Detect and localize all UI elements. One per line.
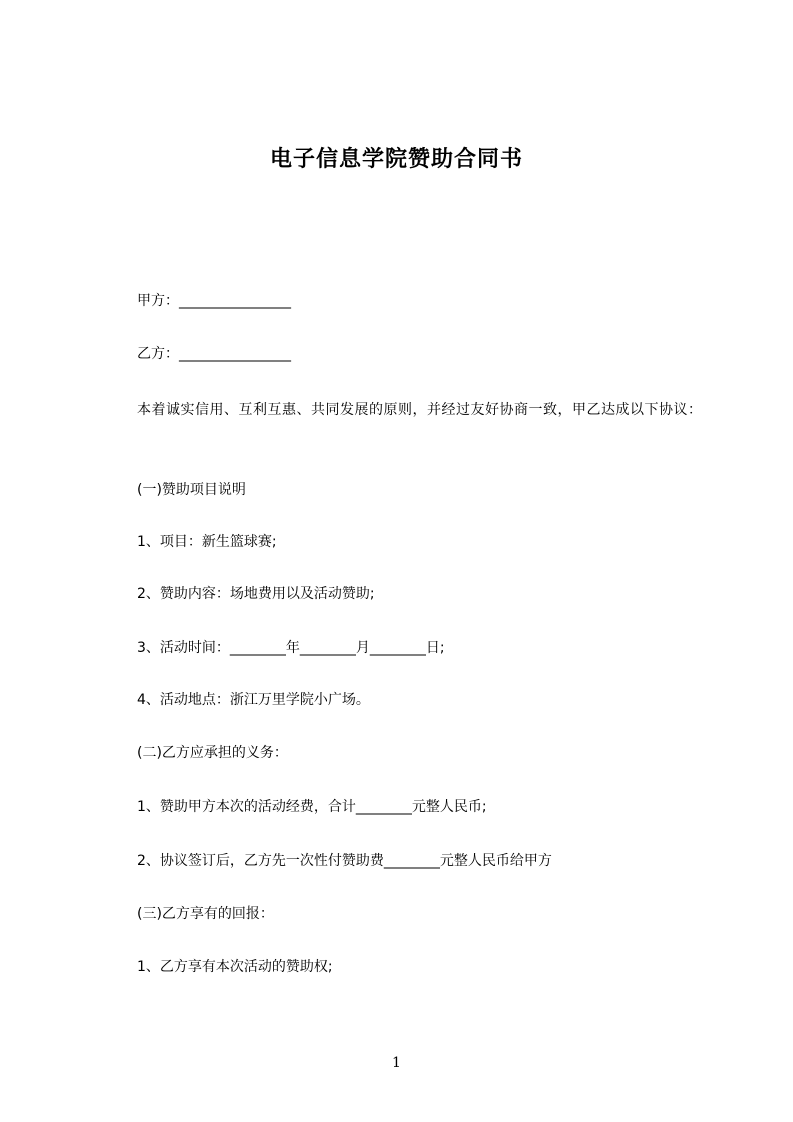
section-2-item-1: 1、赞助甲方本次的活动经费，合计________元整人民币; [137, 799, 487, 815]
section-3-item-1: 1、乙方享有本次活动的赞助权; [137, 959, 333, 975]
intro-paragraph: 本着诚实信用、互利互惠、共同发展的原则，并经过友好协商一致，甲乙达成以下协议： [137, 402, 703, 418]
section-3-heading: (三)乙方享有的回报： [137, 906, 274, 922]
document-title: 电子信息学院赞助合同书 [269, 147, 523, 172]
party-b-line: 乙方：________________ [137, 346, 291, 362]
section-2-item-2: 2、协议签订后，乙方先一次性付赞助费________元整人民币给甲方 [137, 853, 552, 869]
section-1-item-4: 4、活动地点：浙江万里学院小广场。 [137, 692, 370, 708]
section-1-item-3: 3、活动时间：________年________月________日; [137, 640, 445, 656]
page-number: 1 [392, 1055, 401, 1071]
section-1-item-2: 2、赞助内容：场地费用以及活动赞助; [137, 586, 375, 602]
party-a-line: 甲方：________________ [137, 293, 291, 309]
section-2-heading: (二)乙方应承担的义务： [137, 745, 288, 761]
section-1-heading: (一)赞助项目说明 [137, 482, 246, 498]
section-1-item-1: 1、项目：新生篮球赛; [137, 534, 277, 550]
